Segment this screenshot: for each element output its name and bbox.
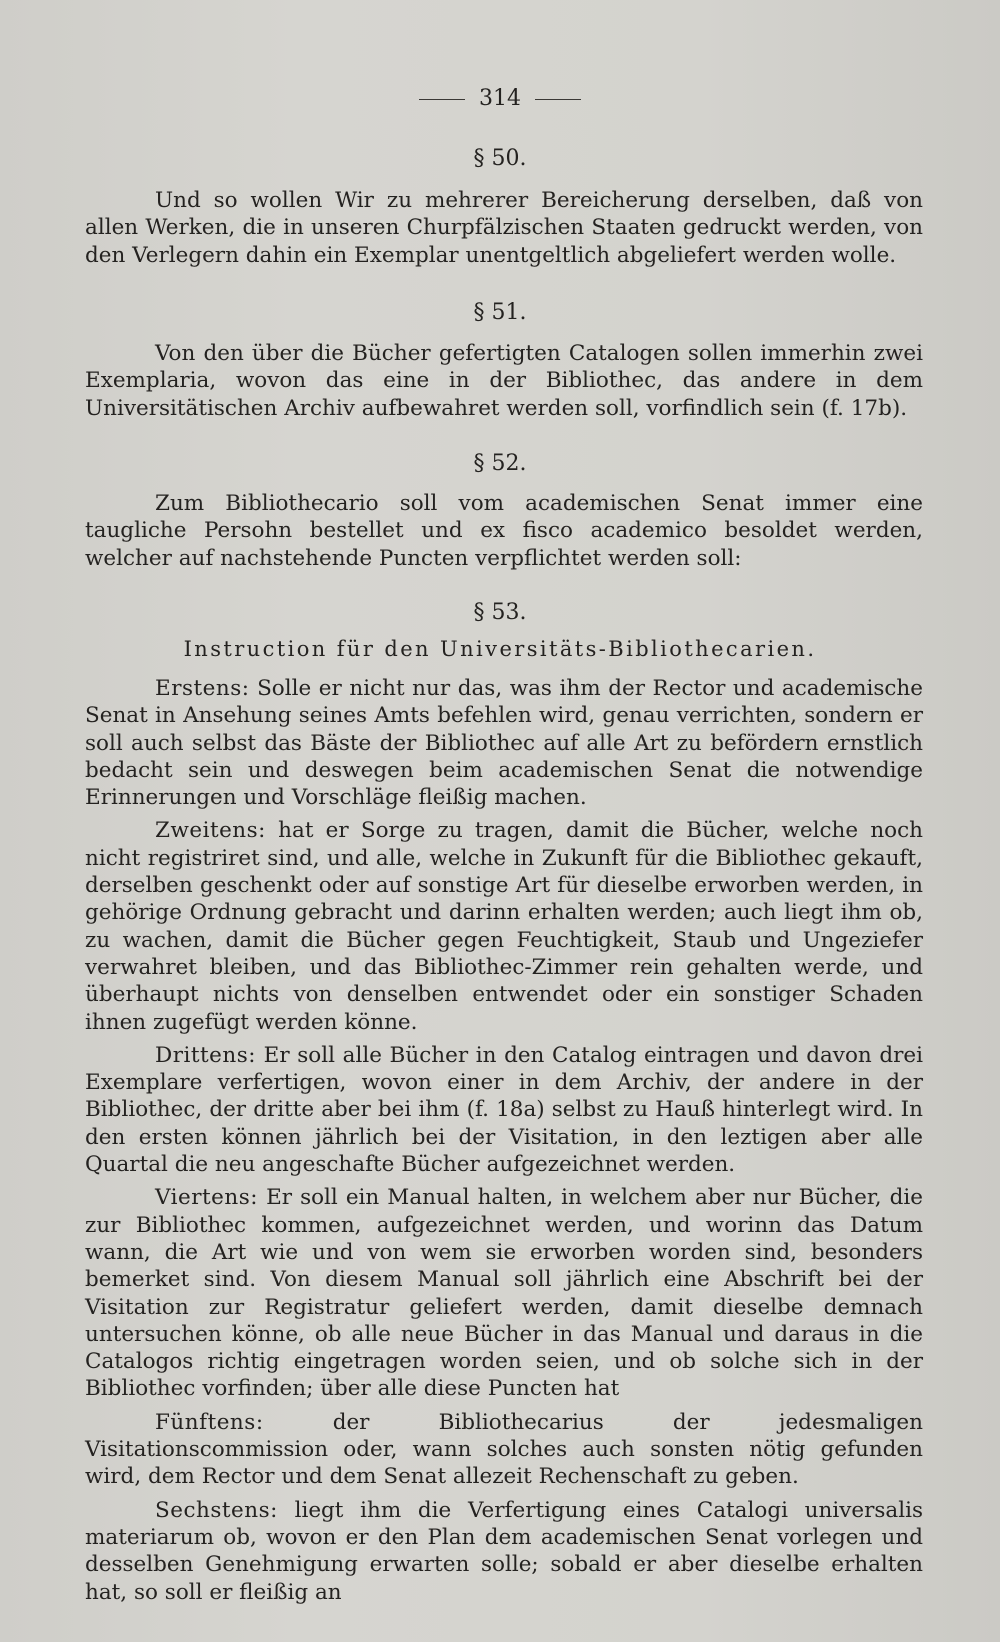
- instruction-paragraph-1: [85, 675, 923, 811]
- paragraph-lead: Fünftens:: [155, 1409, 264, 1435]
- section-heading-53: § 53.: [473, 600, 527, 625]
- section-52-body: [85, 490, 923, 572]
- paragraph-text: liegt ihm die Verfertigung eines Catalogi universalis materiarum ob, wovon er den Plan dem academischen Senat vorlegen und desselben Genehmigung erwarten solle; sobald er aber dieselbe erhalten hat, so soll er fleißig an: [85, 1497, 923, 1605]
- section-heading-52: § 52.: [473, 451, 527, 476]
- header-rule-left: [419, 99, 465, 100]
- section-heading-50: § 50.: [473, 146, 527, 171]
- header-rule-right: [535, 99, 581, 100]
- instruction-paragraph-5: [85, 1409, 923, 1491]
- section-heading-51: § 51.: [473, 300, 527, 325]
- paragraph-text: Solle er nicht nur das, was ihm der Rector und academische Senat in Ansehung seines Amts befehlen wird, genau verrichten, sondern er soll auch selbst das Bäste der Bibliothec auf alle Art zu befördern ernstlich bedacht sein und deswegen beim academischen Senat die notwendige Erinnerungen und Vorschläge fleißig machen.: [85, 676, 924, 811]
- section-53-body: [85, 675, 923, 1606]
- paragraph-lead: Zweitens:: [155, 818, 266, 844]
- paragraph-lead: Erstens:: [155, 676, 250, 701]
- page-header: [0, 86, 1000, 111]
- paragraph: Und so wollen Wir zu mehrerer Bereicherung derselben, daß von allen Werken, die in unseren Churpfälzischen Staaten gedruckt werden, von den Verlegern dahin ein Exemplar unentgeltlich abgeliefert werden wolle.: [85, 188, 923, 268]
- paragraph: Von den über die Bücher gefertigten Catalogen sollen immerhin zwei Exemplaria, wovon das eine in der Bibliothec, das andere in dem Universitätischen Archiv aufbewahret werden soll, vorfindlich sein (f. 17b).: [85, 341, 923, 421]
- paragraph-text: der Bibliothecarius der jedesmaligen Visitationscommission oder, wann solches auch sonsten nötig gefunden wird, dem Rector und dem Senat allezeit Rechenschaft zu geben.: [85, 1409, 923, 1490]
- section-50-body: [85, 187, 923, 269]
- paragraph-text: hat er Sorge zu tragen, damit die Bücher, welche noch nicht registriret sind, und alle, welche in Zukunft für die Bibliothec gekauft, derselben geschenkt oder auf sonstige Art für dieselbe erworben werden, in gehörige Ordnung gebracht und darinn erhalten werden; auch liegt ihm ob, zu wachen, damit die Bücher gegen Feuchtigkeit, Staub und Ungeziefer verwahret bleiben, und das Bibliothec-Zimmer rein gehalten werde, und überhaupt nichts von denselben entwendet oder ein sonstiger Schaden ihnen zugefügt werden könne.: [85, 818, 923, 1035]
- paragraph-lead: Viertens:: [155, 1185, 259, 1211]
- section-51-body: [85, 340, 923, 422]
- instruction-paragraph-4: [85, 1184, 923, 1402]
- section-53-subtitle: Instruction für den Universitäts-Bibliothecarien.: [183, 637, 817, 661]
- paragraph-lead: Sechstens:: [155, 1497, 278, 1523]
- instruction-paragraph-2: [85, 817, 923, 1035]
- paragraph-lead: Drittens:: [155, 1042, 257, 1068]
- paragraph: Zum Bibliothecario soll vom academischen Senat immer eine taugliche Persohn bestellet und ex fisco academico besoldet werden, welcher auf nachstehende Puncten verpflichtet werden soll:: [85, 491, 923, 571]
- instruction-paragraph-6: [85, 1497, 923, 1606]
- page-number: 314: [479, 86, 521, 111]
- paragraph-text: Er soll alle Bücher in den Catalog eintragen und davon drei Exemplare verfertigen, wovon einer in dem Archiv, der andere in der Bibliothec, der dritte aber bei ihm (f. 18a) selbst zu Hauß hinterlegt wird. In den ersten können jährlich bei der Visitation, in den leztigen aber alle Quartal die neu angeschafte Bücher aufgezeichnet werden.: [85, 1042, 923, 1178]
- instruction-paragraph-3: [85, 1042, 923, 1178]
- paragraph-text: Er soll ein Manual halten, in welchem aber nur Bücher, die zur Bibliothec kommen, aufgezeichnet werden, und worinn das Datum wann, die Art wie und von wem sie erworben worden sind, besonders bemerket sind. Von diesem Manual soll jährlich eine Abschrift bei der Visitation zur Registratur geliefert werden, damit dieselbe demnach untersuchen könne, ob alle neue Bücher in das Manual und daraus in die Catalogos richtig eingetragen worden seien, und ob solche sich in der Bibliothec vorfinden; über alle diese Puncten hat: [85, 1185, 923, 1402]
